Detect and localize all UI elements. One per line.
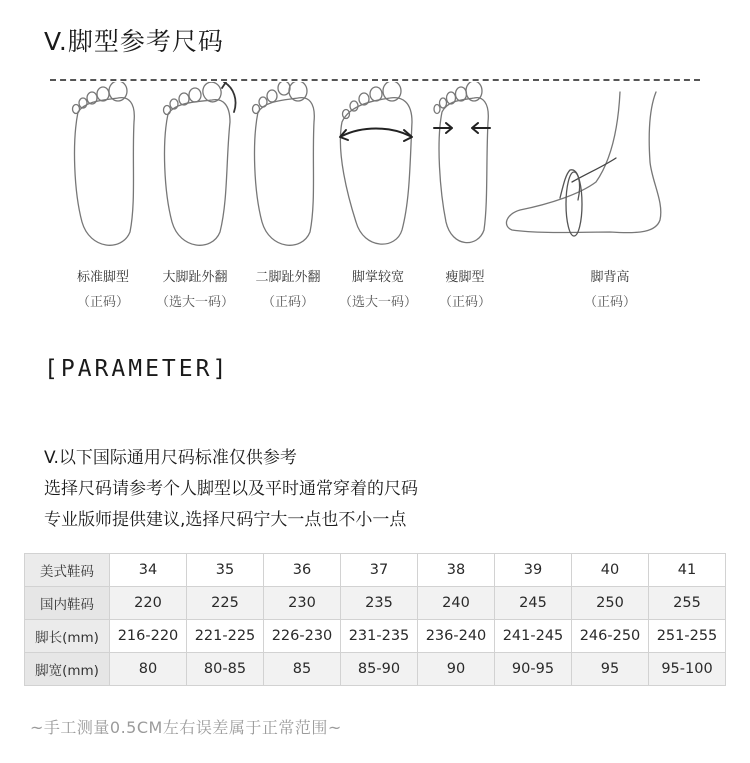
table-cell: 216-220 xyxy=(110,620,187,653)
table-row-us-size xyxy=(25,554,726,587)
table-cell: 251-255 xyxy=(649,620,726,653)
table-row-foot-width xyxy=(25,653,726,686)
bunion-foot-icon xyxy=(164,82,236,245)
table-cell: 241-245 xyxy=(495,620,572,653)
foot-type-note: （选大一码） xyxy=(338,295,417,310)
table-cell: 240 xyxy=(418,587,495,620)
table-row-foot-length xyxy=(25,620,726,653)
table-cell: 221-225 xyxy=(187,620,264,653)
table-cell: 236-240 xyxy=(418,620,495,653)
table-cell: 246-250 xyxy=(572,620,649,653)
table-cell: 95-100 xyxy=(649,653,726,686)
foot-type-6 xyxy=(560,266,660,310)
row-header: 脚长(mm) xyxy=(25,620,110,653)
table-row-cn-size xyxy=(25,587,726,620)
parameter-heading: [PARAMETER] xyxy=(44,356,230,382)
foot-type-note: （正码） xyxy=(583,295,636,310)
table-cell: 90 xyxy=(418,653,495,686)
table-cell: 41 xyxy=(649,554,726,587)
table-cell: 39 xyxy=(495,554,572,587)
row-header: 国内鞋码 xyxy=(25,587,110,620)
table-cell: 220 xyxy=(110,587,187,620)
table-cell: 230 xyxy=(264,587,341,620)
foot-type-3 xyxy=(238,266,338,310)
table-cell: 80-85 xyxy=(187,653,264,686)
info-line-1: V.以下国际通用尺码标准仅供参考 xyxy=(44,448,297,468)
standard-foot-icon xyxy=(73,82,135,245)
foot-type-label: 标准脚型 xyxy=(76,270,129,285)
table-cell: 85 xyxy=(264,653,341,686)
table-cell: 250 xyxy=(572,587,649,620)
foot-type-4 xyxy=(328,266,428,310)
table-cell: 226-230 xyxy=(264,620,341,653)
table-cell: 255 xyxy=(649,587,726,620)
table-cell: 38 xyxy=(418,554,495,587)
table-cell: 80 xyxy=(110,653,187,686)
foot-type-label: 瘦脚型 xyxy=(445,270,485,285)
high-instep-foot-icon xyxy=(506,92,660,236)
narrow-foot-icon xyxy=(434,82,490,243)
second-toe-foot-icon xyxy=(253,82,315,245)
foot-type-note: （正码） xyxy=(438,295,491,310)
measurement-note: ~手工测量0.5CM左右误差属于正常范围~ xyxy=(30,718,342,737)
foot-type-label: 脚背高 xyxy=(590,270,630,285)
table-cell: 231-235 xyxy=(341,620,418,653)
table-cell: 90-95 xyxy=(495,653,572,686)
table-cell: 40 xyxy=(572,554,649,587)
foot-shapes-illustration xyxy=(50,82,710,257)
foot-type-1 xyxy=(53,266,153,310)
table-cell: 34 xyxy=(110,554,187,587)
foot-type-2 xyxy=(145,266,245,310)
row-header: 脚宽(mm) xyxy=(25,653,110,686)
table-cell: 36 xyxy=(264,554,341,587)
table-cell: 225 xyxy=(187,587,264,620)
foot-type-5 xyxy=(415,266,515,310)
foot-type-note: （选大一码） xyxy=(155,295,234,310)
table-cell: 235 xyxy=(341,587,418,620)
toe-reference-line xyxy=(50,79,700,81)
section-title: V.脚型参考尺码 xyxy=(44,27,224,56)
foot-type-label: 大脚趾外翻 xyxy=(162,270,228,285)
info-line-2: 选择尺码请参考个人脚型以及平时通常穿着的尺码 xyxy=(44,479,418,499)
wide-foot-icon xyxy=(340,82,412,244)
table-cell: 35 xyxy=(187,554,264,587)
info-line-3: 专业版师提供建议,选择尺码宁大一点也不小一点 xyxy=(44,510,407,530)
foot-type-note: （正码） xyxy=(261,295,314,310)
size-table xyxy=(24,553,726,686)
row-header: 美式鞋码 xyxy=(25,554,110,587)
foot-type-note: （正码） xyxy=(76,295,129,310)
foot-type-label: 脚掌较宽 xyxy=(351,270,404,285)
table-cell: 245 xyxy=(495,587,572,620)
foot-type-label: 二脚趾外翻 xyxy=(255,270,321,285)
table-cell: 95 xyxy=(572,653,649,686)
table-cell: 85-90 xyxy=(341,653,418,686)
table-cell: 37 xyxy=(341,554,418,587)
